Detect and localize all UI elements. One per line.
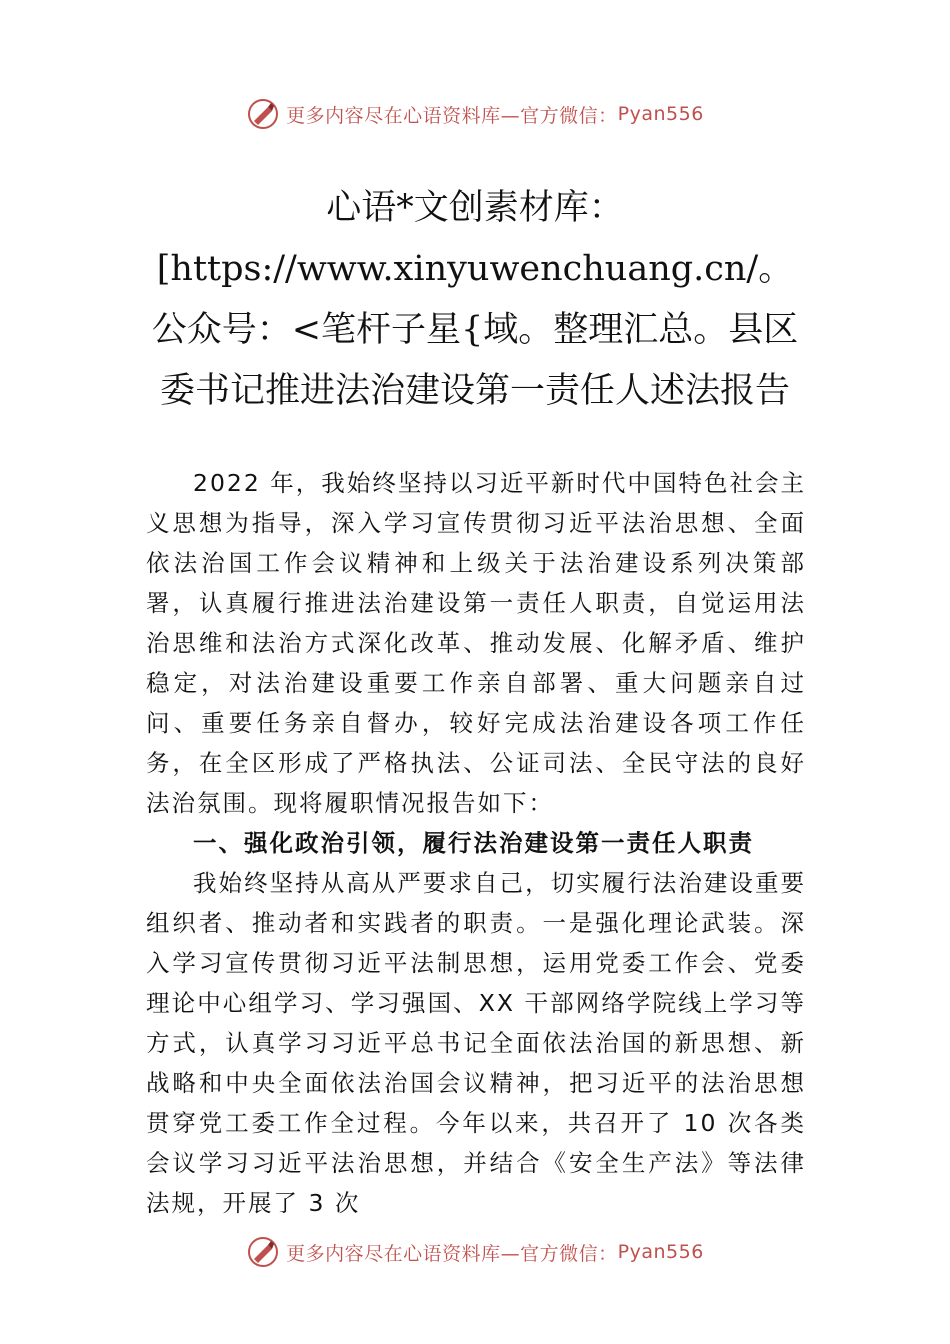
footer-banner — [0, 1232, 950, 1272]
logo-icon — [246, 1235, 280, 1269]
document-title: 心语*文创素材库：[https://www.xinyuwenchuang.cn/。公众号：<笔杆子星{域。整理汇总。县区委书记推进法治建设第一责任人述法报告 — [151, 188, 799, 411]
banner-wechat-id: Pyan556 — [617, 103, 704, 125]
banner-text: 更多内容尽在心语资料库—官方微信： — [286, 1242, 618, 1265]
header-banner — [0, 94, 950, 134]
banner-wechat-id: Pyan556 — [617, 1241, 704, 1263]
document-body — [146, 463, 806, 1223]
banner-text: 更多内容尽在心语资料库—官方微信： — [286, 104, 618, 127]
section-paragraph: 我始终坚持从高从严要求自己，切实履行法治建设重要组织者、推动者和实践者的职责。一是强化理论武装。深入学习宣传贯彻习近平法制思想，运用党委工作会、党委理论中心组学习、学习强国、XX 干部网络学院线上学习等方式，认真学习习近平总书记全面依法治国的新思想、新战略和中央全面依法治国会议精神，把习近平的法治思想贯穿党工委工作全过程。今年以来，共召开了 10 次各类会议学习习近平法治思想，并结合《安全生产法》等法律法规，开展了 3 次 — [146, 869, 806, 1217]
section-heading: 一、强化政治引领，履行法治建设第一责任人职责 — [193, 829, 754, 857]
logo-icon — [246, 97, 280, 131]
intro-paragraph: 2022 年，我始终坚持以习近平新时代中国特色社会主义思想为指导，深入学习宣传贯彻习近平法治思想、全面依法治国工作会议精神和上级关于法治建设系列决策部署，认真履行推进法治建设第一责任人职责，自觉运用法治思维和法治方式深化改革、推动发展、化解矛盾、维护稳定，对法治建设重要工作亲自部署、重大问题亲自过问、重要任务亲自督办，较好完成法治建设各项工作任务，在全区形成了严格执法、公证司法、全民守法的良好法治氛围。现将履职情况报告如下： — [146, 469, 806, 817]
